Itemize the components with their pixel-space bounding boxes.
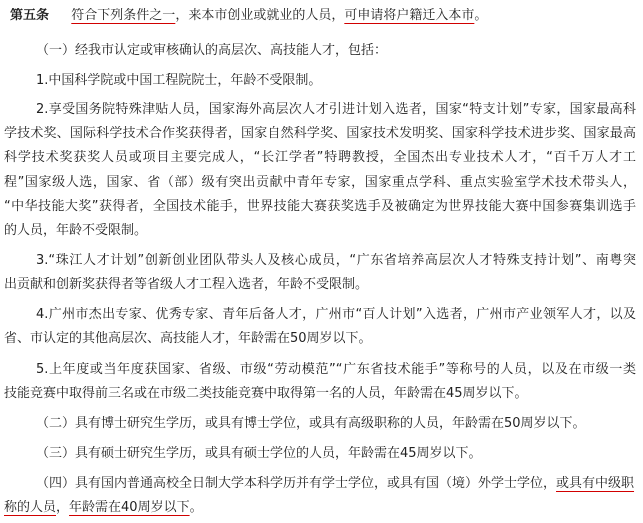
item-5-line-2: 技能竞赛中取得前三名或在市级二类技能竞赛中取得第一名的人员，年龄需在45周岁以下。 xyxy=(4,386,528,401)
item-4-line-1: 4.广州市杰出专家、优秀专家、青年后备人才，广州市“百人计划”入选者，广州市产业领军人才，以及 xyxy=(36,307,636,322)
section-4-end: 。 xyxy=(189,500,203,515)
item-3-line-1: 3.“珠江人才计划”创新创业团队带头人及核心成员，“广东省培养高层次人才特殊支持计划”、南粤突 xyxy=(36,253,636,268)
section-2: （二）具有博士研究生学历，或具有博士学位，或具有高级职称的人员，年龄需在50周岁以下。 xyxy=(36,416,586,431)
item-2-line-1: 2.享受国务院特殊津贴人员，国家海外高层次人才引进计划入选者，国家“特支计划”专家，国家最高科 xyxy=(36,102,636,117)
item-2-line-5: “中华技能大奖”获得者，全国技术能手，世界技能大赛获奖选手及被确定为世界技能大赛中国参赛集训选手 xyxy=(4,199,636,214)
intro-end: 。 xyxy=(474,8,488,23)
intro-underlined-household: 可申请将户籍迁入本市 xyxy=(344,8,475,23)
item-2-line-4: 程”国家级人选，国家、省（部）级有突出贡献中青年专家，国家重点学科、重点实验室学术技术带头人， xyxy=(4,175,636,190)
section-4-underlined-title-end: 称的人员 xyxy=(4,500,57,515)
section-4-line-1 xyxy=(36,476,636,492)
item-1: 1.中国科学院或中国工程院院士，年龄不受限制。 xyxy=(36,73,322,88)
item-2-line-2: 学技术奖、国际科学技术合作奖获得者，国家自然科学奖、国家技术发明奖、国家科学技术进步奖、国家最高 xyxy=(4,126,636,141)
section-4-underlined-age: 年龄需在40周岁以下 xyxy=(69,500,190,515)
section-4-line-2 xyxy=(4,500,636,516)
section-4-underlined-title: 或具有中级职 xyxy=(556,476,635,491)
section-4-comma: ， xyxy=(56,500,70,515)
article-header xyxy=(10,8,636,24)
section-1-title: （一）经我市认定或审核确认的高层次、高技能人才，包括： xyxy=(36,43,388,58)
intro-underlined-condition: 符合下列条件之一 xyxy=(71,8,176,23)
section-3: （三）具有硕士研究生学历，或具有硕士学位的人员，年龄需在45周岁以下。 xyxy=(36,446,482,461)
article-heading: 第五条 xyxy=(10,8,50,23)
item-2-line-6: 的人员，年龄不受限制。 xyxy=(4,223,148,238)
item-5-line-1: 5.上年度或当年度获国家、省级、市级“劳动模范”“广东省技术能手”等称号的人员，以及在市级一类 xyxy=(36,362,636,377)
section-4-text: （四）具有国内普通高校全日制大学本科学历并有学士学位，或具有国（境）外学士学位， xyxy=(36,476,557,491)
item-2-line-3: 科学技术奖获奖人员或项目主要完成人，“长江学者”特聘教授，全国杰出专业技术人才，“百千万人才工 xyxy=(4,150,636,165)
item-3-line-2: 出贡献和创新奖获得者等省级人才工程入选者，年龄不受限制。 xyxy=(4,277,369,292)
item-4-line-2: 省、市认定的其他高层次、高技能人才，年龄需在50周岁以下。 xyxy=(4,331,372,346)
intro-text: ，来本市创业或就业的人员， xyxy=(175,8,345,23)
